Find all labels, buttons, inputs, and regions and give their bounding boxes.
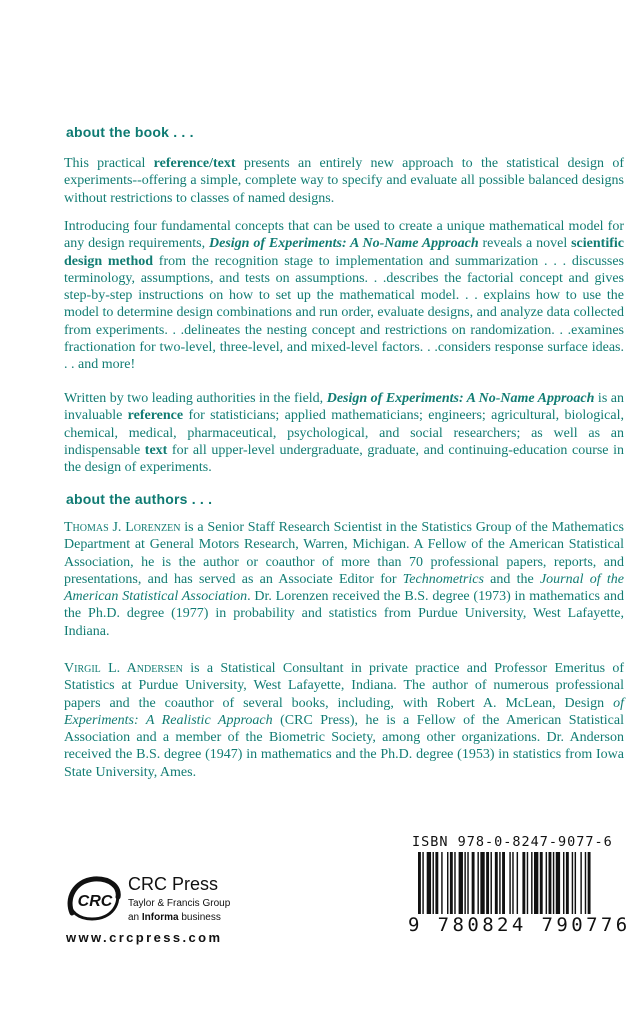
about-book-paragraph-1 [64, 155, 624, 207]
text-run: presents an entirely new approach to the statistical design of experiments--offering a simple, complete way to specify and evaluate all possible balanced designs without restrictions to classes of named designs. [64, 156, 625, 206]
text-run: for all upper-level undergraduate, graduate, and continuing-education course in the design of experiments. [64, 442, 624, 476]
about-book-heading: about the book . . . [66, 124, 194, 140]
bold-term: reference [127, 408, 184, 424]
text-run: an [128, 912, 142, 923]
text-run: . Dr. Lorenzen received the B.S. degree (1973) in mathematics and the Ph.D. degree (1977) in probability and statistics from Purdue University, West Lafayette, Indiana. [64, 589, 624, 639]
text-run: reveals a novel [478, 236, 572, 252]
barcode-number: 9 780824 790776 [408, 914, 631, 936]
text-run: (CRC Press), he is a Fellow of the American Statistical Association and a member of the Biometric Society, among other organizations. Dr. Anderson received the B.S. degree (1947) in mathematics and the Ph.D. degree (1953) in statistics from Iowa State University, Ames. [64, 712, 625, 780]
journal-title: Technometrics [402, 571, 484, 587]
text-run: This practical [64, 156, 154, 171]
bold-term: text [144, 442, 168, 458]
text-run: Introducing four fundamental concepts that can be used to create a unique mathematical model for any design requirements, [64, 219, 624, 252]
informa-brand: Informa [141, 912, 179, 923]
publisher-name: CRC Press [128, 874, 219, 894]
text-run: business [178, 912, 221, 923]
author-name: Thomas J. Lorenzen [64, 520, 181, 535]
book-title: Design of Experiments: A No-Name Approach [326, 391, 595, 406]
text-run: is an invaluable [64, 391, 624, 424]
text-run: and the [483, 571, 540, 587]
bold-term: reference/text [153, 156, 236, 171]
crc-logo-icon [66, 875, 122, 923]
isbn-label: ISBN 978-0-8247-9077-6 [412, 834, 613, 850]
logo-lettering: CRC [77, 893, 113, 910]
publisher-url: www.crcpress.com [66, 930, 223, 945]
publisher-group: Taylor & Francis Group [128, 898, 231, 909]
about-book-paragraph-2 [64, 218, 624, 374]
author-bio-lorenzen [64, 519, 624, 640]
text-run: Written by two leading authorities in the field, [64, 391, 327, 406]
about-book-paragraph-3 [64, 390, 624, 476]
book-title: of Experiments: A Realistic Approach [64, 695, 624, 728]
text-run: for statisticians; applied mathematicians; engineers; agricultural, biological, chemical, medical, pharmaceutical, psychological, and social researchers; as well as an indispensable [64, 408, 624, 458]
text-run: is a Senior Staff Research Scientist in the Statistics Group of the Mathematics Department at General Motors Research, Warren, Michigan. A Fellow of the American Statistical Association, he is the author or coauthor of more than 70 professional papers, reports, and presentations, and has served as an Associate Editor for [64, 520, 624, 587]
bold-term: scientific design method [64, 236, 624, 269]
journal-title: Journal of the American Statistical Association [64, 571, 624, 605]
text-run: from the recognition stage to implementation and summarization . . . discusses terminology, assumptions, and tests on assumptions. . .describes the factorial concept and gives step-by-step instructions on how to set up the mathematical model. . . explains how to use the model to determine design combinations and run order, evaluate designs, and analyze data collected from experiments. . .delineates the nesting concept and restrictions on randomization. . .examines fractionation for two-level, three-level, and mixed-level factors. . .considers response surface ideas. . . and more! [64, 253, 625, 373]
publisher-business-line [128, 912, 221, 923]
author-name: Virgil L. Andersen [64, 661, 183, 676]
text-run: is a Statistical Consultant in private practice and Professor Emeritus of Statistics at Purdue University, West Lafayette, Indiana. The author of numerous professional papers and the coauthor of several books, including, with Robert A. McLean, Design [64, 661, 625, 711]
book-title: Design of Experiments: A No-Name Approach [209, 236, 479, 252]
about-authors-heading: about the authors . . . [66, 491, 213, 507]
author-bio-andersen [64, 660, 624, 781]
